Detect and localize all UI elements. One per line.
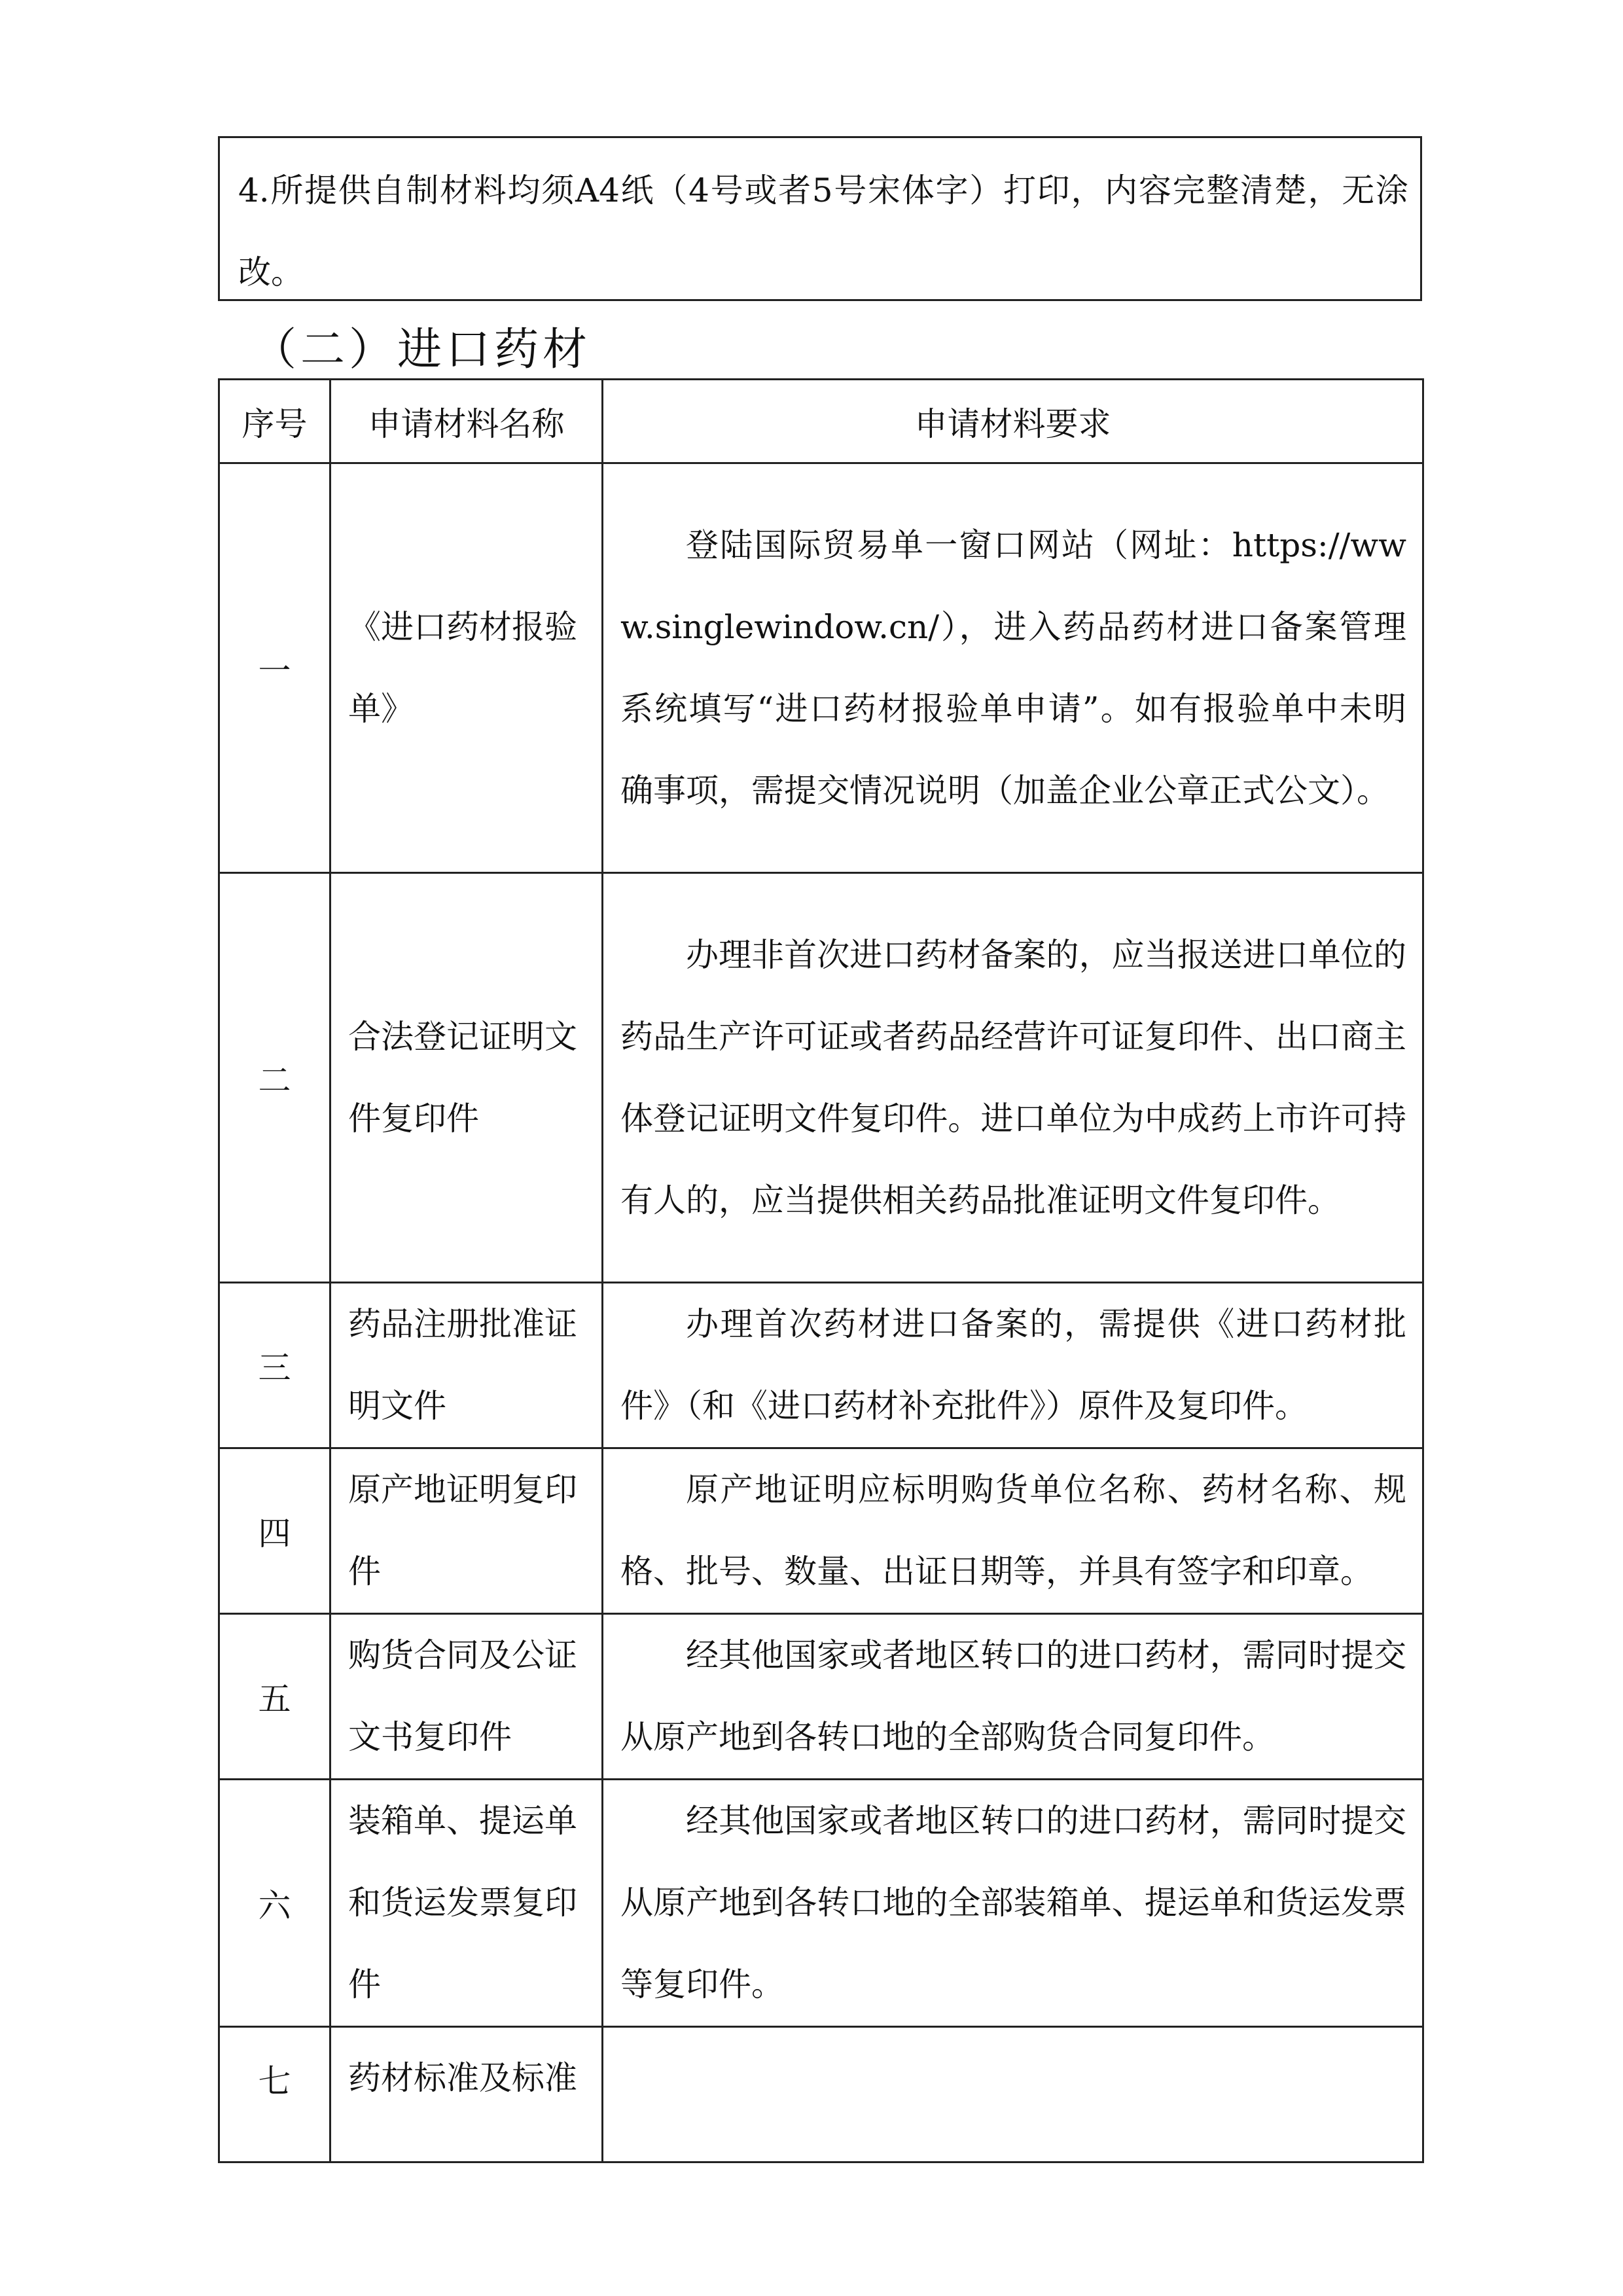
row-no: 六 xyxy=(219,1780,330,2027)
header-no: 序号 xyxy=(219,380,330,463)
row-requirement xyxy=(603,1448,1423,1614)
row-material-name: 装箱单、提运单和货运发票复印件 xyxy=(330,1780,603,2027)
row-material-name: 购货合同及公证文书复印件 xyxy=(330,1614,603,1780)
table-row xyxy=(219,1283,1423,1448)
materials-table xyxy=(218,378,1424,2163)
header-name: 申请材料名称 xyxy=(330,380,603,463)
section-title: （二）进口药材 xyxy=(252,324,592,376)
header-requirement: 申请材料要求 xyxy=(603,380,1423,463)
row-no: 七 xyxy=(219,2027,330,2162)
table-row xyxy=(219,1448,1423,1614)
row-material-name: 药材标准及标准 xyxy=(330,2027,603,2162)
note-box xyxy=(218,136,1422,301)
row-requirement xyxy=(603,1283,1423,1448)
table-row xyxy=(219,463,1423,873)
row-requirement xyxy=(603,463,1423,873)
row-no: 五 xyxy=(219,1614,330,1780)
row-requirement xyxy=(603,873,1423,1283)
row-material-name: 《进口药材报验单》 xyxy=(330,463,603,873)
table-row xyxy=(219,1780,1423,2027)
row-requirement xyxy=(603,1614,1423,1780)
row-material-name: 药品注册批准证明文件 xyxy=(330,1283,603,1448)
row-requirement-text: 办理非首次进口药材备案的，应当报送进口单位的药品生产许可证或者药品经营许可证复印件、出口商主体登记证明文件复印件。进口单位为中成药上市许可持有人的，应当提供相关药品批准证明文件复印件。 xyxy=(620,935,1406,1219)
row-material-name: 合法登记证明文件复印件 xyxy=(330,873,603,1283)
row-requirement-text: 登陆国际贸易单一窗口网站（网址：https://www.singlewindow.cn/），进入药品药材进口备案管理系统填写“进口药材报验单申请”。如有报验单中未明确事项，需提交情况说明（加盖企业公章正式公文）。 xyxy=(620,526,1406,810)
note-text: 4.所提供自制材料均须A4纸（4号或者5号宋体字）打印，内容完整清楚，无涂改。 xyxy=(238,171,1408,291)
row-requirement xyxy=(603,1780,1423,2027)
row-requirement xyxy=(603,2027,1423,2162)
row-no: 三 xyxy=(219,1283,330,1448)
table-row xyxy=(219,1614,1423,1780)
table-row xyxy=(219,873,1423,1283)
row-material-name: 原产地证明复印件 xyxy=(330,1448,603,1614)
table-row xyxy=(219,2027,1423,2162)
row-requirement-text: 原产地证明应标明购货单位名称、药材名称、规格、批号、数量、出证日期等，并具有签字和印章。 xyxy=(620,1471,1406,1590)
row-requirement-text: 办理首次药材进口备案的，需提供《进口药材批件》（和《进口药材补充批件》）原件及复印件。 xyxy=(620,1305,1406,1425)
row-requirement-text: 经其他国家或者地区转口的进口药材，需同时提交从原产地到各转口地的全部购货合同复印件。 xyxy=(620,1636,1406,1756)
row-requirement-text: 经其他国家或者地区转口的进口药材，需同时提交从原产地到各转口地的全部装箱单、提运单和货运发票等复印件。 xyxy=(620,1802,1406,2003)
row-no: 二 xyxy=(219,873,330,1283)
row-no: 四 xyxy=(219,1448,330,1614)
table-header-row xyxy=(219,380,1423,463)
row-no: 一 xyxy=(219,463,330,873)
